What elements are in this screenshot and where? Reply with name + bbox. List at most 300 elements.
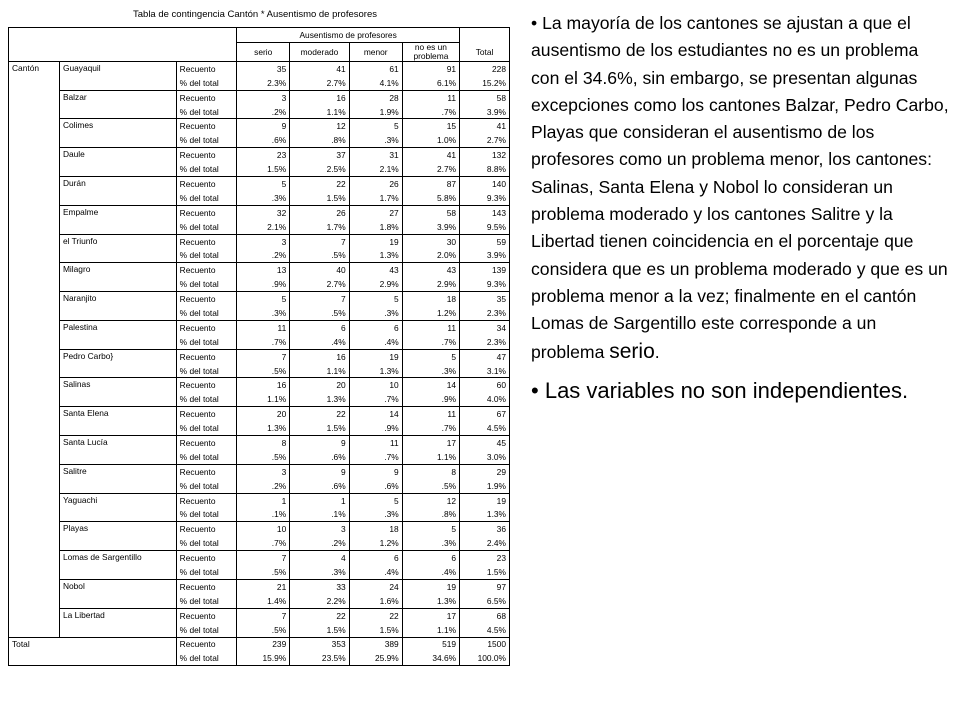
count-cell: 3 — [290, 522, 349, 536]
canton-name: Daule — [59, 148, 176, 177]
count-cell: 8 — [237, 436, 290, 450]
percent-cell: .8% — [290, 133, 349, 147]
total-row-count — [9, 637, 510, 651]
percent-cell: 1.9% — [460, 479, 510, 493]
percent-cell: 3.9% — [402, 220, 459, 234]
measure-label: % del total — [176, 306, 237, 320]
count-cell: 8 — [402, 464, 459, 478]
percent-cell: .4% — [290, 335, 349, 349]
count-cell: 143 — [460, 205, 510, 219]
count-cell: 18 — [402, 292, 459, 306]
total-header-top — [460, 28, 510, 43]
percent-cell: 1.0% — [402, 133, 459, 147]
percent-cell: .7% — [402, 335, 459, 349]
measure-label: % del total — [176, 651, 237, 665]
percent-cell: .2% — [237, 248, 290, 262]
table-row-count — [9, 407, 510, 421]
table-row-count — [9, 292, 510, 306]
percent-cell: .4% — [402, 565, 459, 579]
count-cell: 47 — [460, 349, 510, 363]
table-row-count — [9, 90, 510, 104]
percent-cell: 1.2% — [402, 306, 459, 320]
percent-cell: .1% — [290, 508, 349, 522]
percent-cell: .5% — [237, 565, 290, 579]
count-cell: 23 — [460, 551, 510, 565]
count-cell: 59 — [460, 234, 510, 248]
count-cell: 15 — [402, 119, 459, 133]
count-cell: 19 — [402, 579, 459, 593]
canton-name: Durán — [59, 177, 176, 206]
paragraph-conclusion — [531, 10, 951, 366]
measure-label: Recuento — [176, 119, 237, 133]
percent-cell: 1.9% — [349, 105, 402, 119]
measure-label: Recuento — [176, 90, 237, 104]
measure-label: % del total — [176, 536, 237, 550]
count-cell: 97 — [460, 579, 510, 593]
percent-cell: 4.5% — [460, 421, 510, 435]
table-row-count — [9, 436, 510, 450]
percent-cell: .3% — [237, 306, 290, 320]
percent-cell: .5% — [290, 306, 349, 320]
count-cell: 1500 — [460, 637, 510, 651]
count-cell: 58 — [402, 205, 459, 219]
percent-cell: 2.7% — [460, 133, 510, 147]
count-cell: 30 — [402, 234, 459, 248]
percent-cell: 1.8% — [349, 220, 402, 234]
count-cell: 67 — [460, 407, 510, 421]
percent-cell: 3.9% — [460, 105, 510, 119]
percent-cell: .7% — [402, 421, 459, 435]
percent-cell: .7% — [237, 536, 290, 550]
canton-name: Santa Elena — [59, 407, 176, 436]
count-cell: 22 — [290, 608, 349, 622]
percent-cell: .6% — [237, 133, 290, 147]
measure-label: % del total — [176, 191, 237, 205]
table-row-count — [9, 119, 510, 133]
percent-cell: 1.1% — [402, 623, 459, 637]
canton-name: Yaguachi — [59, 493, 176, 522]
count-cell: 19 — [460, 493, 510, 507]
table-row-count — [9, 148, 510, 162]
percent-cell: 1.6% — [349, 594, 402, 608]
count-cell: 11 — [349, 436, 402, 450]
measure-label: Recuento — [176, 61, 237, 75]
count-cell: 23 — [237, 148, 290, 162]
percent-cell: 100.0% — [460, 651, 510, 665]
count-cell: 10 — [237, 522, 290, 536]
count-cell: 58 — [460, 90, 510, 104]
measure-label: Recuento — [176, 522, 237, 536]
percent-cell: 9.3% — [460, 191, 510, 205]
percent-cell: 5.8% — [402, 191, 459, 205]
percent-cell: .9% — [349, 421, 402, 435]
count-cell: 35 — [237, 61, 290, 75]
count-cell: 519 — [402, 637, 459, 651]
canton-name: Colimes — [59, 119, 176, 148]
count-cell: 31 — [349, 148, 402, 162]
canton-name: Santa Lucía — [59, 436, 176, 465]
percent-cell: .3% — [349, 133, 402, 147]
percent-cell: .7% — [402, 105, 459, 119]
measure-label: % del total — [176, 594, 237, 608]
count-cell: 16 — [237, 378, 290, 392]
percent-cell: 2.0% — [402, 248, 459, 262]
count-cell: 11 — [237, 320, 290, 334]
percent-cell: 2.2% — [290, 594, 349, 608]
count-cell: 3 — [237, 464, 290, 478]
count-cell: 41 — [402, 148, 459, 162]
count-cell: 7 — [290, 292, 349, 306]
measure-label: % del total — [176, 479, 237, 493]
percent-cell: .9% — [237, 277, 290, 291]
percent-cell: .5% — [237, 450, 290, 464]
canton-name: Milagro — [59, 263, 176, 292]
count-cell: 40 — [290, 263, 349, 277]
measure-label: % del total — [176, 421, 237, 435]
count-cell: 43 — [402, 263, 459, 277]
percent-cell: 1.5% — [290, 421, 349, 435]
count-cell: 5 — [402, 522, 459, 536]
paragraph-independence-text: Las variables no son independientes. — [544, 377, 909, 403]
group-header: Ausentismo de profesores — [237, 28, 460, 43]
count-cell: 5 — [402, 349, 459, 363]
percent-cell: .3% — [349, 306, 402, 320]
count-cell: 7 — [237, 349, 290, 363]
percent-cell: 2.3% — [460, 335, 510, 349]
measure-label: % del total — [176, 450, 237, 464]
table-row-count — [9, 551, 510, 565]
percent-cell: 6.5% — [460, 594, 510, 608]
table-title: Tabla de contingencia Cantón * Ausentismo de profesores — [133, 9, 377, 20]
count-cell: 7 — [237, 551, 290, 565]
count-cell: 6 — [402, 551, 459, 565]
measure-label: % del total — [176, 335, 237, 349]
percent-cell: 1.3% — [460, 508, 510, 522]
table-row-count — [9, 61, 510, 75]
count-cell: 9 — [290, 436, 349, 450]
table-row-count — [9, 493, 510, 507]
count-cell: 12 — [402, 493, 459, 507]
percent-cell: 1.3% — [349, 248, 402, 262]
percent-cell: 1.4% — [237, 594, 290, 608]
count-cell: 22 — [290, 407, 349, 421]
count-cell: 33 — [290, 579, 349, 593]
percent-cell: 1.1% — [237, 392, 290, 406]
percent-cell: 9.3% — [460, 277, 510, 291]
table-row-count — [9, 579, 510, 593]
count-cell: 9 — [237, 119, 290, 133]
col-header-moderado: moderado — [290, 42, 349, 61]
count-cell: 26 — [290, 205, 349, 219]
percent-cell: .4% — [349, 565, 402, 579]
percent-cell: .3% — [290, 565, 349, 579]
measure-label: % del total — [176, 105, 237, 119]
percent-cell: .3% — [402, 536, 459, 550]
measure-label: Recuento — [176, 292, 237, 306]
count-cell: 22 — [349, 608, 402, 622]
count-cell: 16 — [290, 90, 349, 104]
percent-cell: .7% — [349, 392, 402, 406]
table-row-count — [9, 378, 510, 392]
measure-label: Recuento — [176, 637, 237, 651]
count-cell: 140 — [460, 177, 510, 191]
count-cell: 11 — [402, 320, 459, 334]
percent-cell: 1.1% — [290, 364, 349, 378]
measure-label: Recuento — [176, 378, 237, 392]
count-cell: 139 — [460, 263, 510, 277]
canton-name: Guayaquil — [59, 61, 176, 90]
count-cell: 7 — [290, 234, 349, 248]
percent-cell: .7% — [349, 450, 402, 464]
percent-cell: .8% — [402, 508, 459, 522]
canton-name: el Triunfo — [59, 234, 176, 263]
measure-label: % del total — [176, 76, 237, 90]
count-cell: 132 — [460, 148, 510, 162]
count-cell: 6 — [349, 551, 402, 565]
percent-cell: 1.3% — [290, 392, 349, 406]
col-header-menor: menor — [349, 42, 402, 61]
count-cell: 68 — [460, 608, 510, 622]
paragraph-end: . — [654, 341, 660, 362]
count-cell: 5 — [349, 493, 402, 507]
measure-label: Recuento — [176, 493, 237, 507]
count-cell: 91 — [402, 61, 459, 75]
percent-cell: 2.7% — [290, 76, 349, 90]
canton-name: Balzar — [59, 90, 176, 119]
percent-cell: 3.0% — [460, 450, 510, 464]
col-header-serio: serio — [237, 42, 290, 61]
count-cell: 28 — [349, 90, 402, 104]
percent-cell: 1.5% — [237, 162, 290, 176]
percent-cell: .5% — [402, 479, 459, 493]
measure-label: Recuento — [176, 148, 237, 162]
count-cell: 11 — [402, 407, 459, 421]
count-cell: 239 — [237, 637, 290, 651]
percent-cell: 1.3% — [349, 364, 402, 378]
percent-cell: .2% — [237, 105, 290, 119]
count-cell: 60 — [460, 378, 510, 392]
paragraph-main: La mayoría de los cantones se ajustan a que el ausentismo de los estudiantes no es un problema con el 34.6%, sin embargo, se presentan algunas excepciones como los cantones Balzar, Pedro Carbo, Playas que consideran el ausentismo de los profesores como un problema menor, los cantones: Salinas, Santa Elena y Nobol lo consideran un problema moderado y los cantones Salitre y la Libertad tienen coincidencia en el porcentaje que considera que es un problema moderado y que es un problema menor a la vez; finalmente en el cantón Lomas de Sargentillo este corresponde a un problema — [531, 13, 949, 362]
measure-label: % del total — [176, 364, 237, 378]
count-cell: 12 — [290, 119, 349, 133]
count-cell: 228 — [460, 61, 510, 75]
percent-cell: .6% — [290, 450, 349, 464]
percent-cell: 4.1% — [349, 76, 402, 90]
count-cell: 4 — [290, 551, 349, 565]
percent-cell: .5% — [237, 364, 290, 378]
measure-label: Recuento — [176, 551, 237, 565]
contingency-table — [8, 27, 510, 666]
percent-cell: 1.3% — [402, 594, 459, 608]
count-cell: 13 — [237, 263, 290, 277]
row-variable-label: Cantón — [9, 61, 60, 637]
percent-cell: 1.1% — [402, 450, 459, 464]
percent-cell: 2.7% — [290, 277, 349, 291]
table-row-count — [9, 522, 510, 536]
canton-name: Empalme — [59, 205, 176, 234]
percent-cell: .6% — [290, 479, 349, 493]
count-cell: 41 — [290, 61, 349, 75]
percent-cell: 1.5% — [460, 565, 510, 579]
percent-cell: 15.2% — [460, 76, 510, 90]
measure-label: % del total — [176, 392, 237, 406]
measure-label: % del total — [176, 508, 237, 522]
percent-cell: .6% — [349, 479, 402, 493]
count-cell: 5 — [349, 119, 402, 133]
percent-cell: 1.3% — [237, 421, 290, 435]
percent-cell: 1.7% — [349, 191, 402, 205]
count-cell: 3 — [237, 90, 290, 104]
count-cell: 43 — [349, 263, 402, 277]
measure-label: Recuento — [176, 436, 237, 450]
count-cell: 14 — [349, 407, 402, 421]
percent-cell: 2.9% — [402, 277, 459, 291]
percent-cell: 2.1% — [349, 162, 402, 176]
percent-cell: 1.5% — [290, 191, 349, 205]
measure-label: Recuento — [176, 407, 237, 421]
count-cell: 32 — [237, 205, 290, 219]
percent-cell: 6.1% — [402, 76, 459, 90]
percent-cell: 8.8% — [460, 162, 510, 176]
canton-name: La Libertad — [59, 608, 176, 637]
measure-label: Recuento — [176, 177, 237, 191]
percent-cell: .9% — [402, 392, 459, 406]
count-cell: 22 — [290, 177, 349, 191]
count-cell: 35 — [460, 292, 510, 306]
measure-label: Recuento — [176, 349, 237, 363]
measure-label: % del total — [176, 277, 237, 291]
count-cell: 27 — [349, 205, 402, 219]
count-cell: 3 — [237, 234, 290, 248]
percent-cell: 9.5% — [460, 220, 510, 234]
percent-cell: 2.3% — [460, 306, 510, 320]
percent-cell: 23.5% — [290, 651, 349, 665]
percent-cell: .7% — [237, 335, 290, 349]
percent-cell: 1.5% — [349, 623, 402, 637]
percent-cell: .3% — [349, 508, 402, 522]
count-cell: 1 — [237, 493, 290, 507]
percent-cell: .5% — [290, 248, 349, 262]
percent-cell: 1.5% — [290, 623, 349, 637]
count-cell: 61 — [349, 61, 402, 75]
table-row-count — [9, 464, 510, 478]
table-row-count — [9, 234, 510, 248]
canton-name: Nobol — [59, 579, 176, 608]
count-cell: 37 — [290, 148, 349, 162]
table-row-count — [9, 608, 510, 622]
count-cell: 5 — [349, 292, 402, 306]
count-cell: 353 — [290, 637, 349, 651]
percent-cell: 25.9% — [349, 651, 402, 665]
count-cell: 9 — [349, 464, 402, 478]
percent-cell: 1.1% — [290, 105, 349, 119]
measure-label: Recuento — [176, 579, 237, 593]
count-cell: 14 — [402, 378, 459, 392]
measure-label: % del total — [176, 220, 237, 234]
count-cell: 20 — [290, 378, 349, 392]
percent-cell: .2% — [290, 536, 349, 550]
percent-cell: .3% — [237, 191, 290, 205]
bullet: • — [531, 13, 538, 33]
percent-cell: .3% — [402, 364, 459, 378]
total-label: Total — [9, 637, 177, 666]
count-cell: 17 — [402, 436, 459, 450]
percent-cell: 2.7% — [402, 162, 459, 176]
measure-label: % del total — [176, 623, 237, 637]
col-header-no-es-un-problema: no es un problema — [402, 42, 459, 61]
canton-name: Salitre — [59, 464, 176, 493]
count-cell: 9 — [290, 464, 349, 478]
percent-cell: 4.5% — [460, 623, 510, 637]
percent-cell: 2.4% — [460, 536, 510, 550]
table-row-count — [9, 205, 510, 219]
count-cell: 41 — [460, 119, 510, 133]
percent-cell: .2% — [237, 479, 290, 493]
percent-cell: .5% — [237, 623, 290, 637]
table-row-count — [9, 320, 510, 334]
measure-label: Recuento — [176, 263, 237, 277]
percent-cell: .1% — [237, 508, 290, 522]
measure-label: Recuento — [176, 205, 237, 219]
canton-name: Naranjito — [59, 292, 176, 321]
measure-label: Recuento — [176, 608, 237, 622]
percent-cell: 34.6% — [402, 651, 459, 665]
count-cell: 11 — [402, 90, 459, 104]
count-cell: 10 — [349, 378, 402, 392]
paragraph-independence — [531, 376, 951, 405]
count-cell: 34 — [460, 320, 510, 334]
count-cell: 29 — [460, 464, 510, 478]
count-cell: 21 — [237, 579, 290, 593]
count-cell: 7 — [237, 608, 290, 622]
count-cell: 5 — [237, 292, 290, 306]
table-corner — [9, 28, 237, 62]
table-row-count — [9, 349, 510, 363]
count-cell: 6 — [290, 320, 349, 334]
table-row-count — [9, 177, 510, 191]
measure-label: Recuento — [176, 234, 237, 248]
canton-name: Salinas — [59, 378, 176, 407]
count-cell: 19 — [349, 349, 402, 363]
paragraph-emphasis: serio — [609, 339, 655, 363]
count-cell: 19 — [349, 234, 402, 248]
percent-cell: 1.2% — [349, 536, 402, 550]
count-cell: 87 — [402, 177, 459, 191]
percent-cell: .4% — [349, 335, 402, 349]
measure-label: Recuento — [176, 464, 237, 478]
percent-cell: 2.9% — [349, 277, 402, 291]
count-cell: 45 — [460, 436, 510, 450]
percent-cell: 2.3% — [237, 76, 290, 90]
measure-label: % del total — [176, 248, 237, 262]
percent-cell: 2.1% — [237, 220, 290, 234]
count-cell: 16 — [290, 349, 349, 363]
measure-label: Recuento — [176, 320, 237, 334]
table-row-count — [9, 263, 510, 277]
count-cell: 1 — [290, 493, 349, 507]
canton-name: Pedro Carbo} — [59, 349, 176, 378]
count-cell: 17 — [402, 608, 459, 622]
count-cell: 389 — [349, 637, 402, 651]
count-cell: 24 — [349, 579, 402, 593]
measure-label: % del total — [176, 162, 237, 176]
canton-name: Palestina — [59, 320, 176, 349]
count-cell: 26 — [349, 177, 402, 191]
measure-label: % del total — [176, 133, 237, 147]
percent-cell: 4.0% — [460, 392, 510, 406]
count-cell: 5 — [237, 177, 290, 191]
percent-cell: 1.7% — [290, 220, 349, 234]
